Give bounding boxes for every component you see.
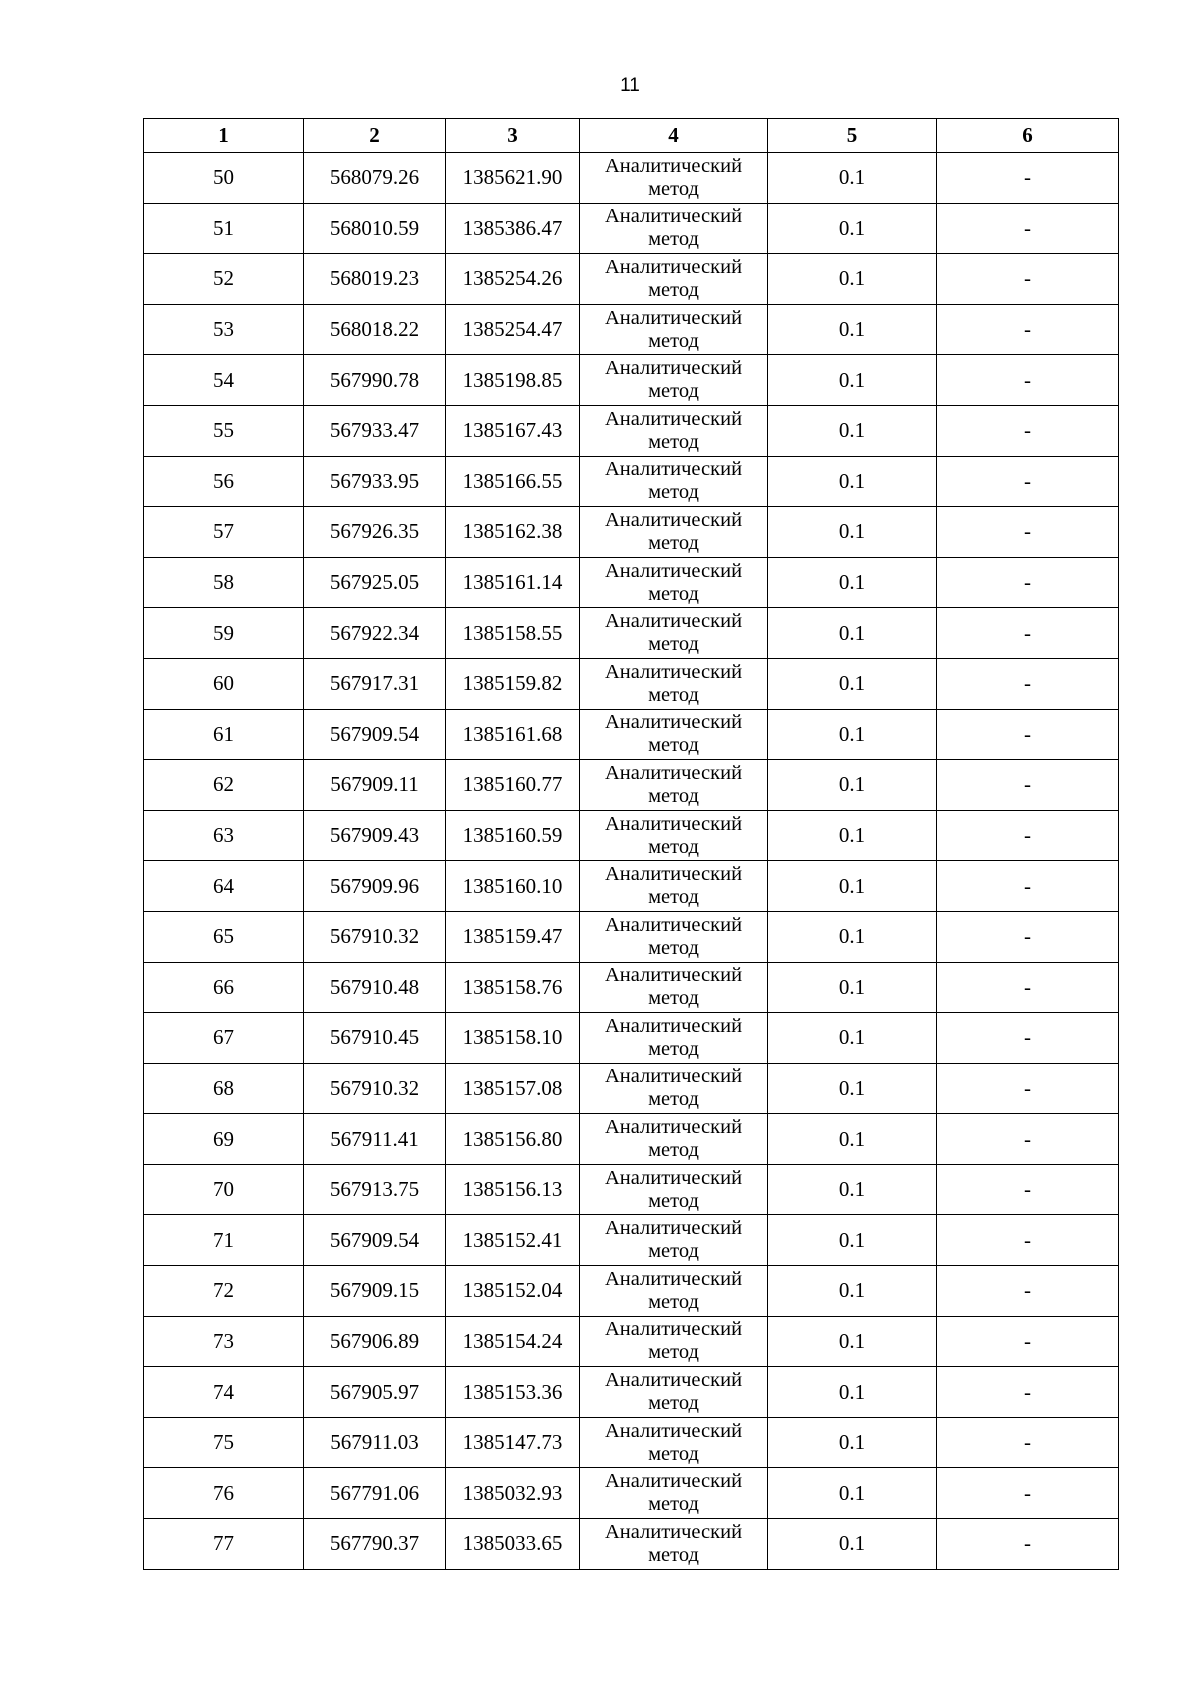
accuracy-cell: 0.1 [768, 153, 937, 204]
y-coordinate-cell: 1385153.36 [446, 1367, 580, 1418]
table-header [144, 119, 1119, 153]
accuracy-cell: 0.1 [768, 861, 937, 912]
accuracy-cell: 0.1 [768, 1013, 937, 1064]
y-coordinate-cell: 1385158.10 [446, 1013, 580, 1064]
y-coordinate-cell: 1385033.65 [446, 1519, 580, 1570]
note-cell: - [937, 1063, 1119, 1114]
method-cell: Аналитический метод [580, 1164, 768, 1215]
page-number: 11 [620, 75, 640, 96]
x-coordinate-cell: 567791.06 [304, 1468, 446, 1519]
x-coordinate-cell: 567910.32 [304, 911, 446, 962]
y-coordinate-cell: 1385158.55 [446, 608, 580, 659]
point-number-cell: 55 [144, 405, 304, 456]
point-number-cell: 64 [144, 861, 304, 912]
note-cell: - [937, 153, 1119, 204]
table-row [144, 658, 1119, 709]
point-number-cell: 63 [144, 810, 304, 861]
method-cell: Аналитический метод [580, 1063, 768, 1114]
method-cell: Аналитический метод [580, 1417, 768, 1468]
method-cell: Аналитический метод [580, 507, 768, 558]
header-row [144, 119, 1119, 153]
accuracy-cell: 0.1 [768, 1417, 937, 1468]
accuracy-cell: 0.1 [768, 1215, 937, 1266]
note-cell: - [937, 1367, 1119, 1418]
note-cell: - [937, 1519, 1119, 1570]
table-row [144, 1417, 1119, 1468]
note-cell: - [937, 810, 1119, 861]
x-coordinate-cell: 567913.75 [304, 1164, 446, 1215]
method-cell: Аналитический метод [580, 1013, 768, 1064]
note-cell: - [937, 203, 1119, 254]
x-coordinate-cell: 567933.47 [304, 405, 446, 456]
note-cell: - [937, 456, 1119, 507]
accuracy-cell: 0.1 [768, 507, 937, 558]
table-row [144, 254, 1119, 305]
table-row [144, 1468, 1119, 1519]
point-number-cell: 57 [144, 507, 304, 558]
method-cell: Аналитический метод [580, 911, 768, 962]
method-cell: Аналитический метод [580, 355, 768, 406]
method-cell: Аналитический метод [580, 1367, 768, 1418]
note-cell: - [937, 1316, 1119, 1367]
x-coordinate-cell: 567909.96 [304, 861, 446, 912]
accuracy-cell: 0.1 [768, 608, 937, 659]
table-row [144, 153, 1119, 204]
table-row [144, 1519, 1119, 1570]
accuracy-cell: 0.1 [768, 760, 937, 811]
note-cell: - [937, 1164, 1119, 1215]
table-row [144, 911, 1119, 962]
table-row [144, 1215, 1119, 1266]
y-coordinate-cell: 1385621.90 [446, 153, 580, 204]
method-cell: Аналитический метод [580, 1114, 768, 1165]
column-header: 1 [144, 119, 304, 153]
note-cell: - [937, 304, 1119, 355]
x-coordinate-cell: 567925.05 [304, 557, 446, 608]
accuracy-cell: 0.1 [768, 1519, 937, 1570]
method-cell: Аналитический метод [580, 760, 768, 811]
note-cell: - [937, 405, 1119, 456]
table-row [144, 507, 1119, 558]
method-cell: Аналитический метод [580, 456, 768, 507]
x-coordinate-cell: 567909.11 [304, 760, 446, 811]
table-row [144, 456, 1119, 507]
table-row [144, 405, 1119, 456]
note-cell: - [937, 861, 1119, 912]
method-cell: Аналитический метод [580, 1519, 768, 1570]
x-coordinate-cell: 567911.41 [304, 1114, 446, 1165]
column-header: 4 [580, 119, 768, 153]
x-coordinate-cell: 567910.48 [304, 962, 446, 1013]
accuracy-cell: 0.1 [768, 709, 937, 760]
y-coordinate-cell: 1385147.73 [446, 1417, 580, 1468]
x-coordinate-cell: 567990.78 [304, 355, 446, 406]
note-cell: - [937, 1417, 1119, 1468]
note-cell: - [937, 608, 1119, 659]
column-header: 5 [768, 119, 937, 153]
point-number-cell: 70 [144, 1164, 304, 1215]
x-coordinate-cell: 567911.03 [304, 1417, 446, 1468]
accuracy-cell: 0.1 [768, 1316, 937, 1367]
point-number-cell: 61 [144, 709, 304, 760]
table-row [144, 709, 1119, 760]
y-coordinate-cell: 1385156.13 [446, 1164, 580, 1215]
table-row [144, 203, 1119, 254]
method-cell: Аналитический метод [580, 1266, 768, 1317]
point-number-cell: 71 [144, 1215, 304, 1266]
x-coordinate-cell: 568018.22 [304, 304, 446, 355]
accuracy-cell: 0.1 [768, 962, 937, 1013]
point-number-cell: 52 [144, 254, 304, 305]
method-cell: Аналитический метод [580, 861, 768, 912]
y-coordinate-cell: 1385254.26 [446, 254, 580, 305]
method-cell: Аналитический метод [580, 1215, 768, 1266]
note-cell: - [937, 1013, 1119, 1064]
method-cell: Аналитический метод [580, 557, 768, 608]
method-cell: Аналитический метод [580, 203, 768, 254]
method-cell: Аналитический метод [580, 608, 768, 659]
table-row [144, 1013, 1119, 1064]
note-cell: - [937, 962, 1119, 1013]
x-coordinate-cell: 568019.23 [304, 254, 446, 305]
table-row [144, 304, 1119, 355]
point-number-cell: 75 [144, 1417, 304, 1468]
point-number-cell: 77 [144, 1519, 304, 1570]
y-coordinate-cell: 1385161.14 [446, 557, 580, 608]
table-row [144, 1063, 1119, 1114]
method-cell: Аналитический метод [580, 1316, 768, 1367]
method-cell: Аналитический метод [580, 1468, 768, 1519]
accuracy-cell: 0.1 [768, 911, 937, 962]
point-number-cell: 51 [144, 203, 304, 254]
table-row [144, 1266, 1119, 1317]
note-cell: - [937, 1114, 1119, 1165]
point-number-cell: 68 [144, 1063, 304, 1114]
note-cell: - [937, 658, 1119, 709]
point-number-cell: 59 [144, 608, 304, 659]
y-coordinate-cell: 1385254.47 [446, 304, 580, 355]
point-number-cell: 62 [144, 760, 304, 811]
accuracy-cell: 0.1 [768, 1367, 937, 1418]
point-number-cell: 58 [144, 557, 304, 608]
table-row [144, 810, 1119, 861]
note-cell: - [937, 254, 1119, 305]
table-row [144, 557, 1119, 608]
y-coordinate-cell: 1385157.08 [446, 1063, 580, 1114]
point-number-cell: 50 [144, 153, 304, 204]
accuracy-cell: 0.1 [768, 1468, 937, 1519]
method-cell: Аналитический метод [580, 254, 768, 305]
note-cell: - [937, 355, 1119, 406]
column-header: 3 [446, 119, 580, 153]
table-row [144, 608, 1119, 659]
accuracy-cell: 0.1 [768, 1266, 937, 1317]
x-coordinate-cell: 567905.97 [304, 1367, 446, 1418]
note-cell: - [937, 760, 1119, 811]
table-row [144, 355, 1119, 406]
y-coordinate-cell: 1385032.93 [446, 1468, 580, 1519]
table-row [144, 1164, 1119, 1215]
table-row [144, 962, 1119, 1013]
accuracy-cell: 0.1 [768, 557, 937, 608]
y-coordinate-cell: 1385156.80 [446, 1114, 580, 1165]
x-coordinate-cell: 567909.54 [304, 709, 446, 760]
x-coordinate-cell: 567909.54 [304, 1215, 446, 1266]
point-number-cell: 73 [144, 1316, 304, 1367]
point-number-cell: 56 [144, 456, 304, 507]
column-header: 2 [304, 119, 446, 153]
accuracy-cell: 0.1 [768, 355, 937, 406]
column-header: 6 [937, 119, 1119, 153]
point-number-cell: 69 [144, 1114, 304, 1165]
y-coordinate-cell: 1385152.41 [446, 1215, 580, 1266]
accuracy-cell: 0.1 [768, 304, 937, 355]
table-body [144, 153, 1119, 1570]
method-cell: Аналитический метод [580, 153, 768, 204]
point-number-cell: 72 [144, 1266, 304, 1317]
y-coordinate-cell: 1385160.10 [446, 861, 580, 912]
note-cell: - [937, 557, 1119, 608]
note-cell: - [937, 507, 1119, 558]
x-coordinate-cell: 567926.35 [304, 507, 446, 558]
table-row [144, 760, 1119, 811]
x-coordinate-cell: 568079.26 [304, 153, 446, 204]
x-coordinate-cell: 567910.32 [304, 1063, 446, 1114]
point-number-cell: 54 [144, 355, 304, 406]
y-coordinate-cell: 1385152.04 [446, 1266, 580, 1317]
point-number-cell: 60 [144, 658, 304, 709]
accuracy-cell: 0.1 [768, 1164, 937, 1215]
x-coordinate-cell: 567906.89 [304, 1316, 446, 1367]
point-number-cell: 67 [144, 1013, 304, 1064]
table-row [144, 1316, 1119, 1367]
table-row [144, 1114, 1119, 1165]
table-row [144, 1367, 1119, 1418]
accuracy-cell: 0.1 [768, 254, 937, 305]
point-number-cell: 53 [144, 304, 304, 355]
y-coordinate-cell: 1385167.43 [446, 405, 580, 456]
x-coordinate-cell: 567909.15 [304, 1266, 446, 1317]
x-coordinate-cell: 567917.31 [304, 658, 446, 709]
y-coordinate-cell: 1385166.55 [446, 456, 580, 507]
note-cell: - [937, 1215, 1119, 1266]
y-coordinate-cell: 1385160.59 [446, 810, 580, 861]
point-number-cell: 76 [144, 1468, 304, 1519]
note-cell: - [937, 709, 1119, 760]
point-number-cell: 65 [144, 911, 304, 962]
method-cell: Аналитический метод [580, 304, 768, 355]
coordinates-table [143, 118, 1119, 1570]
x-coordinate-cell: 567909.43 [304, 810, 446, 861]
accuracy-cell: 0.1 [768, 658, 937, 709]
y-coordinate-cell: 1385159.47 [446, 911, 580, 962]
y-coordinate-cell: 1385158.76 [446, 962, 580, 1013]
y-coordinate-cell: 1385386.47 [446, 203, 580, 254]
method-cell: Аналитический метод [580, 405, 768, 456]
x-coordinate-cell: 567933.95 [304, 456, 446, 507]
accuracy-cell: 0.1 [768, 1114, 937, 1165]
y-coordinate-cell: 1385161.68 [446, 709, 580, 760]
y-coordinate-cell: 1385160.77 [446, 760, 580, 811]
accuracy-cell: 0.1 [768, 810, 937, 861]
method-cell: Аналитический метод [580, 810, 768, 861]
x-coordinate-cell: 567910.45 [304, 1013, 446, 1064]
method-cell: Аналитический метод [580, 658, 768, 709]
note-cell: - [937, 911, 1119, 962]
y-coordinate-cell: 1385162.38 [446, 507, 580, 558]
method-cell: Аналитический метод [580, 709, 768, 760]
accuracy-cell: 0.1 [768, 1063, 937, 1114]
accuracy-cell: 0.1 [768, 203, 937, 254]
accuracy-cell: 0.1 [768, 456, 937, 507]
method-cell: Аналитический метод [580, 962, 768, 1013]
note-cell: - [937, 1266, 1119, 1317]
y-coordinate-cell: 1385154.24 [446, 1316, 580, 1367]
x-coordinate-cell: 567922.34 [304, 608, 446, 659]
accuracy-cell: 0.1 [768, 405, 937, 456]
x-coordinate-cell: 567790.37 [304, 1519, 446, 1570]
point-number-cell: 66 [144, 962, 304, 1013]
x-coordinate-cell: 568010.59 [304, 203, 446, 254]
table-row [144, 861, 1119, 912]
y-coordinate-cell: 1385198.85 [446, 355, 580, 406]
y-coordinate-cell: 1385159.82 [446, 658, 580, 709]
note-cell: - [937, 1468, 1119, 1519]
point-number-cell: 74 [144, 1367, 304, 1418]
